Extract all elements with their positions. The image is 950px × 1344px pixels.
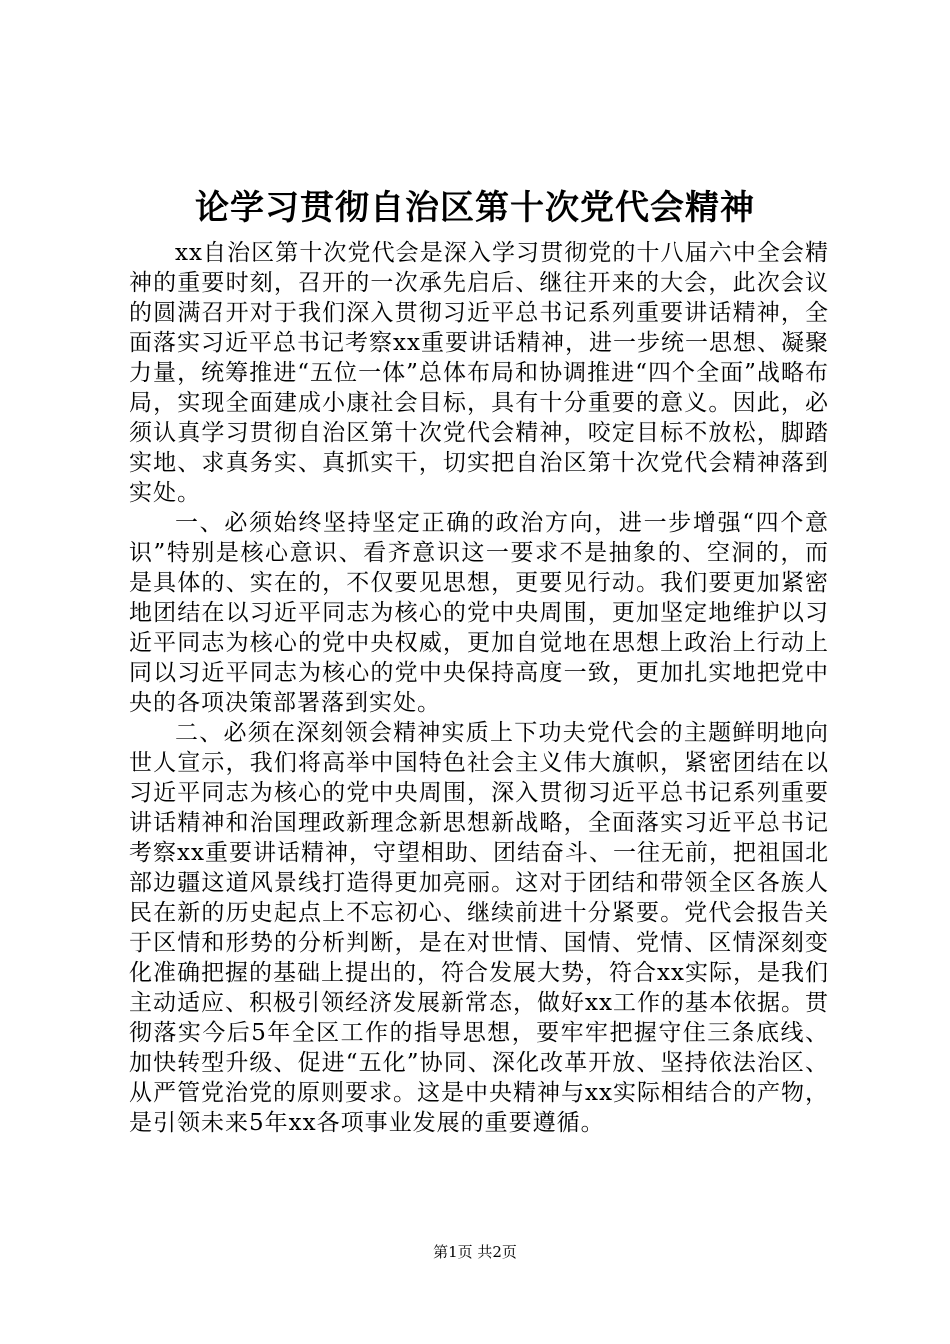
document-title: 论学习贯彻自治区第十次党代会精神 [195, 188, 755, 228]
paragraph-section-one: 一、必须始终坚持坚定正确的政治方向，进一步增强“四个意识”特别是核心意识、看齐意识这一要求不是抽象的、空洞的，而是具体的、实在的，不仅要见思想，更要见行动。我们要更加紧密地团结在以习近平同志为核心的党中央周围，更加坚定地维护以习近平同志为核心的党中央权威，更加自觉地在思想上政治上行动上同以习近平同志为核心的党中央保持高度一致，更加扎实地把党中央的各项决策部署落到实处。 [129, 510, 829, 716]
document-body [129, 238, 829, 1138]
paragraph-intro: xx自治区第十次党代会是深入学习贯彻党的十八届六中全会精神的重要时刻，召开的一次承先启后、继往开来的大会，此次会议的圆满召开对于我们深入贯彻习近平总书记系列重要讲话精神，全面落实习近平总书记考察xx重要讲话精神，进一步统一思想、凝聚力量，统筹推进“五位一体”总体布局和协调推进“四个全面”战略布局，实现全面建成小康社会目标，具有十分重要的意义。因此，必须认真学习贯彻自治区第十次党代会精神，咬定目标不放松，脚踏实地、求真务实、真抓实干，切实把自治区第十次党代会精神落到实处。 [129, 240, 829, 506]
paragraph-section-two: 二、必须在深刻领会精神实质上下功夫党代会的主题鲜明地向世人宣示，我们将高举中国特色社会主义伟大旗帜，紧密团结在以习近平同志为核心的党中央周围，深入贯彻习近平总书记系列重要讲话精神和治国理政新理念新思想新战略，全面落实习近平总书记考察xx重要讲话精神，守望相助、团结奋斗、一往无前，把祖国北部边疆这道风景线打造得更加亮丽。这对于团结和带领全区各族人民在新的历史起点上不忘初心、继续前进十分紧要。党代会报告关于区情和形势的分析判断，是在对世情、国情、党情、区情深刻变化准确把握的基础上提出的，符合发展大势，符合xx实际，是我们主动适应、积极引领经济发展新常态，做好xx工作的基本依据。贯彻落实今后5年全区工作的指导思想，要牢牢把握守住三条底线、加快转型升级、促进“五化”协同、深化改革开放、坚持依法治区、从严管党治党的原则要求。这是中央精神与xx实际相结合的产物，是引领未来5年xx各项事业发展的重要遵循。 [129, 720, 829, 1136]
page-footer: 第1页 共2页 [433, 1243, 517, 1261]
